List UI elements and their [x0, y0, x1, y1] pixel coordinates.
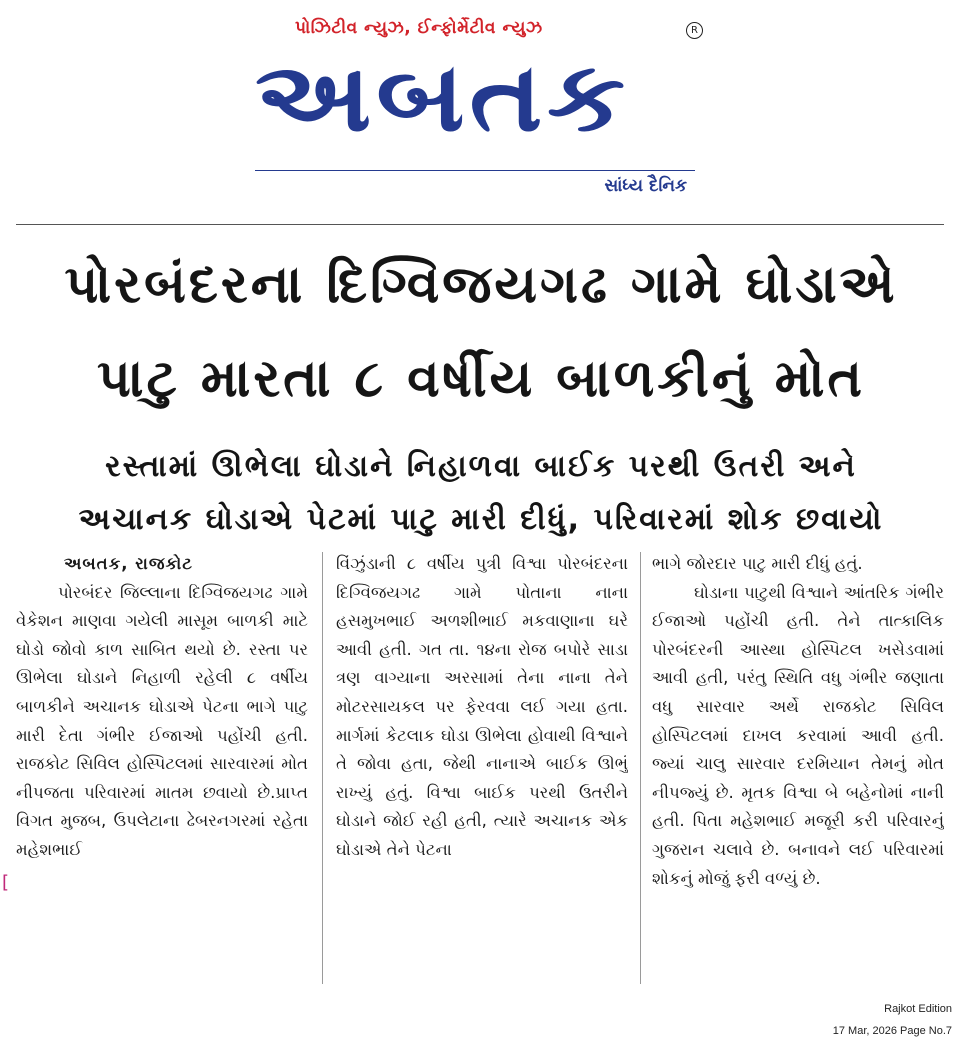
page-info: 17 Mar, 2026 Page No.7 [832, 1025, 952, 1037]
article-body-col1: પોરબંદર જિલ્લાના દિગ્વિજયગઢ ગામે વેકેશન માણવા ગયેલી માસૂમ બાળકી માટે ઘોડો જોવો કાળ સાબિત થયો છે. રસ્તા પર ઊભેલા ઘોડાને નિહાળી રહેલી ૮ વર્ષીય બાળકીને અચાનક ઘોડાએ પેટના ભાગે પાટુ મારી દેતા ગંભીર ઈજાઓ પહોંચી હતી. રાજકોટ સિવિલ હોસ્પિટલમાં સારવારમાં મોત નીપજતા પરિવારમાં માતમ છવાયો છે.પ્રાપ્ત વિગત મુજબ, ઉપલેટાના ઢેબરનગરમાં રહેતા મહેશભાઈ [16, 582, 308, 859]
masthead-logo: અબતક [255, 41, 630, 153]
article-body-col2: વિંઝુંડાની ૮ વર્ષીય પુત્રી વિશ્વા પોરબંદરના દિગ્વિજયગઢ ગામે પોતાના નાના હસમુખભાઈ અળશીભાઈ મકવાણાના ઘરે આવી હતી. ગત તા. ૧૪ના રોજ બપોરે સાડા ત્રણ વાગ્યાના અરસામાં તેના નાના તેને મોટરસાયકલ પર ફેરવવા લઈ ગયા હતા. માર્ગમાં કેટલાક ઘોડા ઊભેલા હોવાથી વિશ્વાને તે જોવા હતા, જેથી નાનાએ બાઈક ઊભું રાખ્યું હતું. વિશ્વા બાઈક પરથી ઉતરીને ઘોડાને જોઈ રહી હતી, ત્યારે અચાનક એક ઘોડાએ તેને પેટના [336, 554, 628, 859]
header-divider [16, 224, 944, 225]
masthead-tagline: પોઝિટીવ ન્યુઝ, ઈન્ફોર્મેટીવ ન્યુઝ [295, 18, 543, 38]
masthead [255, 18, 705, 208]
registered-mark-icon: R [686, 22, 703, 39]
edition-label: Rajkot Edition [884, 1003, 952, 1015]
article-body-col3b: ઘોડાના પાટુથી વિશ્વાને આંતરિક ગંભીર ઈજાઓ પહોંચી હતી. તેને તાત્કાલિક પોરબંદરની આસ્થા હોસ્પિટલ ખસેડવામાં આવી હતી, પરંતુ સ્થિતિ વધુ ગંભીર જણાતા વધુ સારવાર અર્થે રાજકોટ સિવિલ હોસ્પિટલમાં દાખલ કરવામાં આવી હતી. જ્યાં ચાલુ સારવાર દરમિયાન તેમનું મોત નીપજ્યું છે. મૃતક વિશ્વા બે બહેનોમાં નાની હતી. પિતા મહેશભાઈ મજૂરી કરી પરિવારનું ગુજરાન ચલાવે છે. બનાવને લઈ પરિવારમાં શોકનું મોજું ફરી વળ્યું છે. [652, 582, 944, 888]
headline-line-2: પાટુ મારતા ૮ વર્ષીય બાળકીનું મોત [97, 349, 865, 409]
margin-bracket-icon: [ [2, 872, 10, 893]
subheadline-line-2: અચાનક ઘોડાએ પેટમાં પાટુ મારી દીધું, પરિવારમાં શોક છવાયો [78, 502, 884, 537]
article-column-2 [336, 550, 628, 990]
masthead-subtitle: સાંધ્ય દૈનિક [604, 176, 687, 196]
column-divider [640, 552, 641, 984]
column-divider [322, 552, 323, 984]
article-body-col3a: ભાગે જોરદાર પાટુ મારી દીધું હતું. [652, 554, 863, 573]
headline-line-1: પોરબંદરના દિગ્વિજયગઢ ગામે ઘોડાએ [64, 255, 898, 315]
masthead-rule [255, 170, 695, 171]
article-column-3 [652, 550, 944, 990]
article-dateline: અબતક, રાજકોટ [64, 554, 193, 573]
article-column-1 [16, 550, 308, 990]
subheadline-line-1: રસ્તામાં ઊભેલા ઘોડાને નિહાળવા બાઈક પરથી ઉતરી અને [105, 449, 857, 484]
